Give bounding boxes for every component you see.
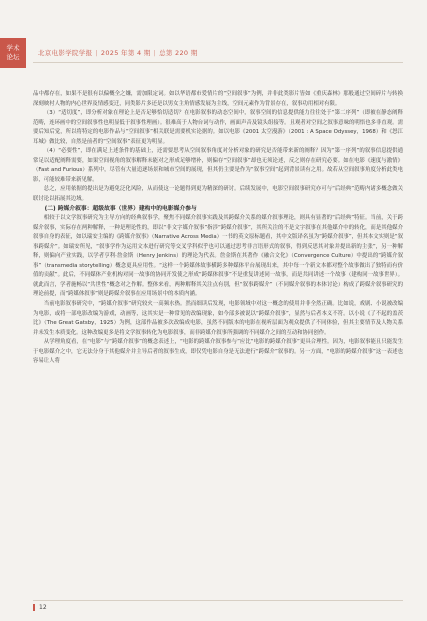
paragraph: 总之，应用依据的提出是为避免泛化风险，从而使这一论题得到更为精深的研讨。后续发展中，电影空间叙事研究亦可与“后经典”范畴内诸多概念做关联讨论以拓展其边域。 — [33, 186, 403, 203]
section-tag-line2: 论坛 — [6, 53, 20, 61]
page-number: 12 — [33, 604, 47, 611]
section-heading: (二) 跨媒介叙事：超级故事（世界）建构中的电影媒介参与 — [44, 205, 197, 212]
paragraph: （4）“必要性”，即在满足上述条件的基础上，还需要思考从空间叙事角度对分析对象的研究是否能带来新的阐释？因为“第一序列”的叙事信息提供通常足以适配阐释需要，如果空间视角的叙事解释未能对之形成足够增补，则偏存“空间叙事”却也无须论述，反之则存在研究必要。如在电影《速度与激情》（Fast and Furious）系列中，尽管有大量追逐场景和城市空间的展现，但其仍主要是作为“叙事空间”起到背景读有之用。故若从空间叙事角度分析此类电影，可能较难带来新见解。 — [33, 148, 403, 183]
paragraph: 从学理角度看，在“电影”与“跨媒介叙事”的概念表述上，“电影的跨媒介叙事参与”应比“电影的跨媒介叙事”更具合理性。因为，电影叙事能且只能发生于电影媒介之中，它无法分身于其他媒介并主导后者的叙事生成，即仅凭电影自身是无法进行“跨媒介”叙事的。另一方面，“电影的跨媒介叙事”这一表述也容易让人将 — [33, 339, 403, 365]
section-tag — [0, 38, 26, 68]
footer-divider — [33, 600, 403, 601]
paragraph: （3）“适切度”，即分析对象在理论上是否足够恰切适切？在电影叙事的动态空间中，叙事空间的信息提供能力往往处于“第二序列”（即被在静态阐释范畴，连环画中的空间叙事性也明显低于叙事性理画）。很难高于人物台词与动作，画面声音及镜头组接等。且观者对空间之叙事意味的明悟也多非直观。需要后知后觉，所以将特定的电影作品与“空间叙事”相关联是需要机实论据的。如以电影《2001 太空漫游》（2001 : A Space Odyssey，1968）和《怒江耳城》做比较，自然是前者的“空间叙事”表征更为明显。 — [33, 110, 403, 145]
paragraph: 品中都存在，如果不是很有以偏概全之嫌，需加限定词。如以华语都市爱情片的“空间叙事”为例，并非此类影片皆如《重庆森林》那般通过空间碎片与转换深刻映衬人物的内心世界及情感变迁，同类影片多还是以男女主角情感发展为主线，空间元素作为背景存在，叙事功用相对有限。 — [33, 91, 403, 107]
paragraph: 相较于以文学叙事研究为主导方向的经典叙事学，聚焦不同媒介叙事实践及其跨媒介关系的媒介叙事理论，则具有显著的“后经典”特征。当前，关于跨媒介叙事，实际存在两种解释，一种是理论性的，即以“非文字媒介叙事”指涉“跨媒介叙事”，其所关注的不是文字叙事在其他媒介中的转化，而是其他媒介叙事自身的表征，如以瑞安主编的《跨媒介叙事》（Narrative Across Media）一书的英文原标题看，其中文版译名虽为“跨媒介叙事”，但其本文实则是“叙事跨媒介”。如瑞安所见，“叙事学作为运用文本进行研究等交叉学科似乎也可以通过思考非言语形式的叙事，得到反思其对象并提出新的主张”，另一种解释，则偏向产业实践，以学者亨利·詹金斯（Henry Jenkins）的理论为代表。詹金斯在其著作《融合文化》（Convergence Culture）中提出的“跨媒介叙事”（transmedia storytelling）概念更具应用性。“这样一个跨媒体故事横跨多种媒体平台展现出来，其中每一个新文本都对整个故事做出了独特而有价值的贡献”。此后，不同媒体产业机构对同一故事的协同开发使之形成“跨媒体叙事”不是重复讲述同一故事，而是共同讲述一个故事（建构同一故事世界）。就此而言，学者施畅以“共世性”概念对之作解。整体来看，两种解释其关注点有别，但“叙事跨媒介”（不同媒介叙事的本体讨论）构成了跨媒介叙事研究的理论前提，而“跨媒体叙事”则是跨媒介叙事在应用场景中的本质内涵。 — [33, 215, 403, 298]
journal-header: 北京电影学院学报 | 2025 年第 4 期 | 总第 220 期 — [38, 49, 198, 57]
section-tag-line1: 学术 — [6, 44, 20, 52]
article-body — [33, 90, 403, 367]
paragraph: 当前电影叙事研究中，“跨媒介叙事”研究较火一高频水热。然而细读后发现，电影领域中对这一概念的使用并非全然正确。比如说，戏剧、小说被改编为电影，或将一部电影改编为游戏，动画等，这其实是一种常见的改编现象，如今部多被说以“跨媒介叙事”，显然与后者本义不符。以小说《了不起的盖茨比》（The Great Gatsby，1925）为例，这部作品被多次改编成电影，虽然不同版本的电影在视听层面为观众提供了不同体验，但其主要情节及人物关系并未发生本质变化。这种改编更多是将文学叙事转化为电影叙事，而非跨媒介叙事所强调的不同媒介之间的互动和协同创作。 — [33, 301, 403, 336]
journal-name: 北京电影学院学报 — [38, 49, 93, 57]
issue-number: 2025 年第 4 期 — [100, 49, 151, 57]
total-issue: 总第 220 期 — [159, 49, 198, 57]
header-divider — [33, 62, 403, 63]
